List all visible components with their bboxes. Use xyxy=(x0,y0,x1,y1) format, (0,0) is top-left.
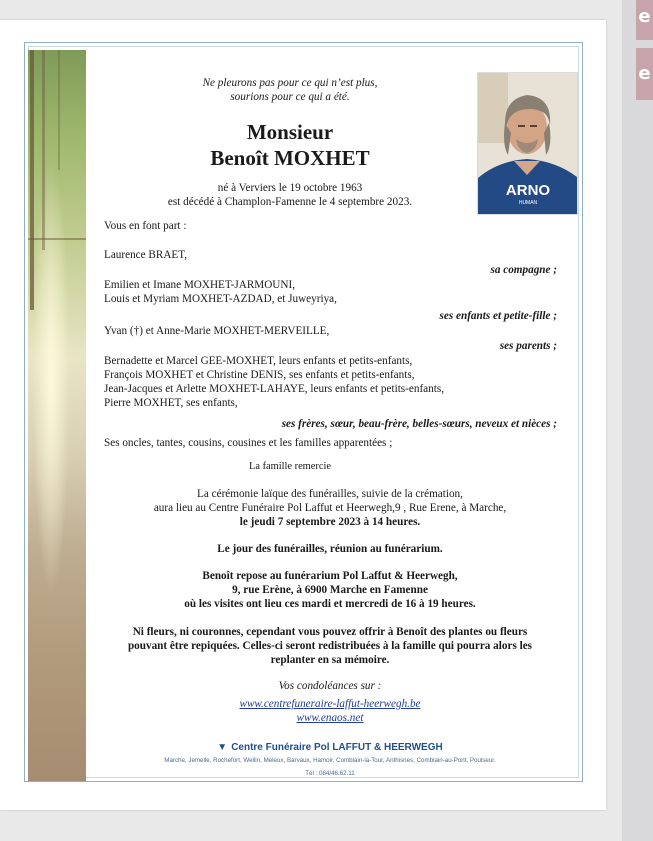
footer-towns: Marche, Jemelle, Rochefort, Wellin, Meleux, Barvaux, Hamoir, Comblain-la-Tour, Anthisnes, Comblain-au-Pont, Poulseur. xyxy=(164,757,496,764)
partner-role: sa compagne ; xyxy=(490,264,557,276)
visits-line-3: où les visites ont lieu ces mardi et mercredi de 16 à 19 heures. xyxy=(184,598,476,610)
side-tab-2[interactable]: e xyxy=(636,48,653,100)
siblings-line-3: Jean-Jacques et Arlette MOXHET-LAHAYE, leurs enfants et petits-enfants, xyxy=(104,383,444,395)
footer-center-name: Centre Funéraire Pol LAFFUT & HEERWEGH xyxy=(231,742,443,753)
reunion-info: Le jour des funérailles, réunion au funérarium. xyxy=(217,543,443,555)
enaos-link[interactable]: www.enaos.net xyxy=(296,712,364,724)
portrait-photo xyxy=(477,72,578,215)
parents-names: Yvan (†) et Anne-Marie MOXHET-MERVEILLE, xyxy=(104,325,330,337)
deceased-title: Monsieur xyxy=(246,120,334,144)
announcement: Vous en font part : xyxy=(104,220,187,232)
children-line-1: Emilien et Imane MOXHET-JARMOUNI, xyxy=(104,279,295,291)
ceremony-line-1: La cérémonie laïque des funérailles, suivie de la crémation, xyxy=(197,488,463,500)
shirt-print-text: ARNO xyxy=(505,182,551,199)
footer-brand xyxy=(120,737,540,755)
side-tab-1[interactable]: e xyxy=(636,0,653,40)
siblings-line-4: Pierre MOXHET, ses enfants, xyxy=(104,397,238,409)
flowers-line-2: pouvant être repiquées. Celles-ci seront redistribuées à la famille qui pourra alors les xyxy=(127,640,533,652)
siblings-line-2: François MOXHET et Christine DENIS, ses enfants et petits-enfants, xyxy=(104,369,415,381)
footer-phone: Tél : 084/46.62.11 xyxy=(305,770,355,777)
obituary-page xyxy=(0,20,606,810)
shirt-print-subtext: HUMAN xyxy=(518,200,538,206)
extended-family: Ses oncles, tantes, cousins, cousines et les familles apparentées ; xyxy=(104,437,393,449)
forest-path-image xyxy=(28,50,86,781)
ceremony-date: le jeudi 7 septembre 2023 à 14 heures. xyxy=(239,516,421,528)
visits-line-1: Benoît repose au funérarium Pol Laffut & Heerwegh, xyxy=(202,570,458,582)
birth-info: né à Verviers le 19 octobre 1963 xyxy=(217,182,363,194)
quote-line-2: sourions pour ce qui a été. xyxy=(230,91,350,103)
siblings-line-1: Bernadette et Marcel GEE-MOXHET, leurs enfants et petits-enfants, xyxy=(104,355,413,367)
footer-arrow-icon: ▼ xyxy=(217,742,228,753)
children-line-2: Louis et Myriam MOXHET-AZDAD, et Juweyriya, xyxy=(104,293,337,305)
condolences-label: Vos condoléances sur : xyxy=(278,680,382,692)
children-role: ses enfants et petite-fille ; xyxy=(439,310,557,322)
funeral-center-link[interactable]: www.centrefuneraire-laffut-heerwegh.be xyxy=(239,698,421,710)
parents-role: ses parents ; xyxy=(499,340,557,352)
family-thanks: La famille remercie xyxy=(249,461,331,472)
visits-line-2: 9, rue Erène, à 6900 Marche en Famenne xyxy=(232,584,428,596)
browser-side-panel xyxy=(622,0,653,841)
death-info: est décédé à Champlon-Famenne le 4 septembre 2023. xyxy=(167,196,413,208)
partner-name: Laurence BRAET, xyxy=(104,249,188,261)
deceased-name: Benoît MOXHET xyxy=(210,146,370,170)
quote-line-1: Ne pleurons pas pour ce qui n’est plus, xyxy=(202,77,378,89)
siblings-role: ses frères, sœur, beau-frère, belles-sœurs, neveux et nièces ; xyxy=(281,418,557,430)
flowers-line-1: Ni fleurs, ni couronnes, cependant vous pouvez offrir à Benoît des plantes ou fleurs xyxy=(132,626,528,638)
portrait-illustration xyxy=(478,73,577,214)
flowers-line-3: replanter en sa mémoire. xyxy=(270,654,390,666)
ceremony-line-2: aura lieu au Centre Funéraire Pol Laffut et Heerwegh,9 , Rue Erene, à Marche, xyxy=(153,502,507,514)
